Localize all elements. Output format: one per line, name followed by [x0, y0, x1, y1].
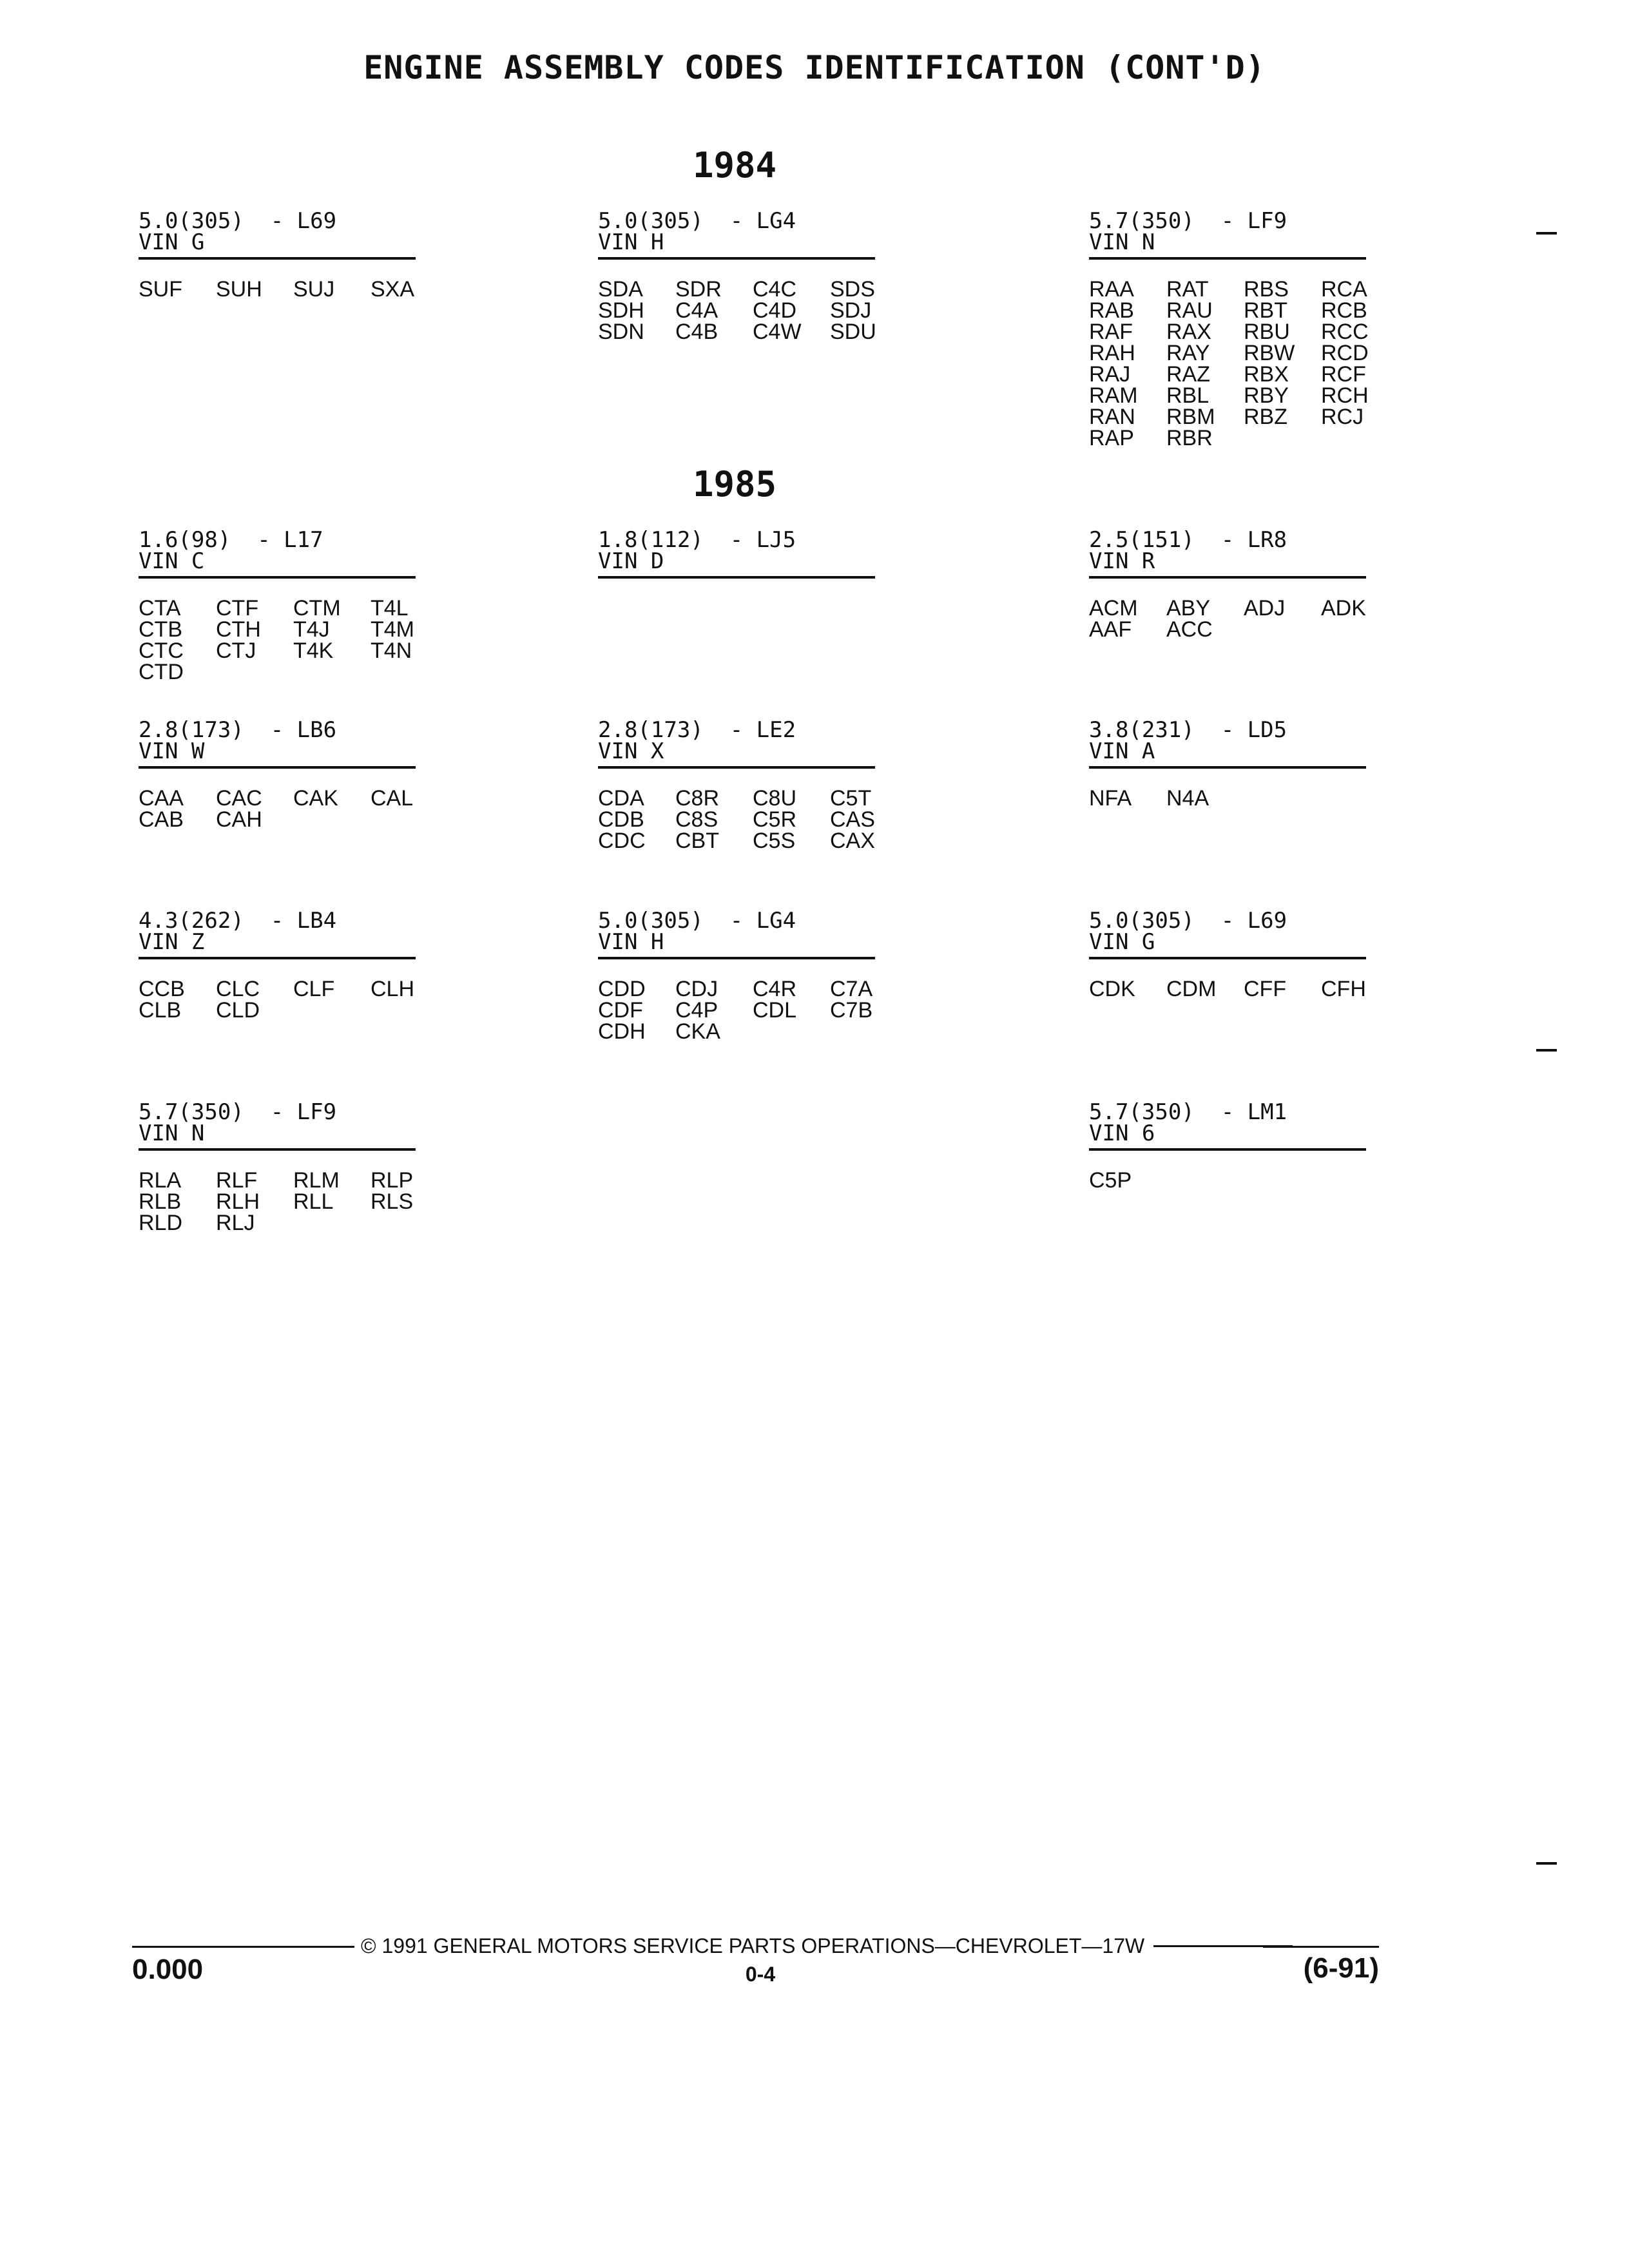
assembly-code: RCC — [1321, 320, 1369, 344]
divider-rule — [139, 576, 416, 579]
assembly-code: RLL — [293, 1189, 334, 1214]
footer-revision-date: (6-91) — [1303, 1952, 1379, 1984]
code-list — [1089, 979, 1366, 1000]
assembly-code: CDL — [753, 998, 797, 1023]
assembly-code: C5T — [830, 786, 872, 811]
assembly-code: CTB — [139, 617, 182, 642]
assembly-code: C4C — [753, 277, 797, 302]
engine-block — [1089, 527, 1366, 642]
divider-rule — [598, 766, 875, 769]
footer-copyright: © 1991 GENERAL MOTORS SERVICE PARTS OPERATIONS—CHEVROLET—17W — [361, 1934, 1145, 1957]
engine-label: 1.8(112) - LJ5 — [598, 527, 796, 553]
assembly-code: C8R — [675, 786, 720, 811]
assembly-code: T4L — [371, 596, 409, 620]
vin-label: VIN D — [598, 548, 664, 574]
assembly-code: C7B — [830, 998, 873, 1023]
code-list — [1089, 1170, 1366, 1191]
engine-block — [598, 910, 875, 1043]
assembly-code: SDU — [830, 320, 876, 344]
engine-label: 5.7(350) - LF9 — [139, 1099, 337, 1125]
assembly-code: CAH — [216, 807, 262, 832]
year-heading-1985: 1985 — [692, 464, 777, 505]
code-list — [139, 1170, 416, 1234]
vin-label: VIN C — [139, 548, 205, 574]
divider-rule — [1089, 766, 1366, 769]
assembly-code: RAT — [1166, 277, 1209, 302]
engine-block — [1089, 1099, 1366, 1193]
assembly-code: C5S — [753, 829, 796, 853]
assembly-code: CTM — [293, 596, 341, 620]
assembly-code: CTJ — [216, 639, 256, 663]
margin-mark — [1536, 1049, 1557, 1052]
assembly-code: SXA — [371, 277, 415, 302]
assembly-code: T4M — [371, 617, 414, 642]
assembly-code: CAB — [139, 807, 184, 832]
assembly-code: CLF — [293, 977, 335, 1001]
vin-label: VIN Z — [139, 929, 205, 955]
assembly-code: C8S — [675, 807, 718, 832]
engine-block — [139, 1099, 416, 1235]
engine-label: 2.5(151) - LR8 — [1089, 527, 1287, 553]
assembly-code: CFF — [1244, 977, 1287, 1001]
assembly-code: SUH — [216, 277, 262, 302]
assembly-code: RCA — [1321, 277, 1367, 302]
assembly-code: CBT — [675, 829, 719, 853]
assembly-code: CDK — [1089, 977, 1135, 1001]
assembly-code: RAJ — [1089, 362, 1131, 387]
assembly-code: RBM — [1166, 405, 1215, 429]
assembly-code: RBS — [1244, 277, 1289, 302]
assembly-code: CLH — [371, 977, 415, 1001]
vin-label: VIN 6 — [1089, 1120, 1155, 1146]
assembly-code: RAN — [1089, 405, 1135, 429]
assembly-code: C8U — [753, 786, 797, 811]
assembly-code: C4W — [753, 320, 802, 344]
assembly-code: CAK — [293, 786, 338, 811]
assembly-code: ACC — [1166, 617, 1213, 642]
engine-label: 4.3(262) - LB4 — [139, 908, 337, 934]
vin-label: VIN R — [1089, 548, 1155, 574]
vin-label: VIN G — [139, 229, 205, 255]
vin-label: VIN W — [139, 738, 205, 764]
assembly-code: SDS — [830, 277, 875, 302]
engine-block — [1089, 208, 1369, 450]
assembly-code: C5R — [753, 807, 797, 832]
assembly-code: RAZ — [1166, 362, 1210, 387]
assembly-code: CLB — [139, 998, 182, 1023]
engine-block — [598, 717, 875, 853]
assembly-code: CDA — [598, 786, 644, 811]
assembly-code: RCJ — [1321, 405, 1364, 429]
engine-block — [1089, 717, 1366, 811]
assembly-code: RAU — [1166, 298, 1213, 323]
assembly-code: SDH — [598, 298, 644, 323]
assembly-code: RLJ — [216, 1211, 255, 1235]
assembly-code: CAS — [830, 807, 875, 832]
assembly-code: SUF — [139, 277, 182, 302]
footer-right-rule — [1263, 1946, 1379, 1948]
assembly-code: SDN — [598, 320, 644, 344]
assembly-code: CAC — [216, 786, 262, 811]
code-list — [1089, 277, 1369, 450]
assembly-code: ADJ — [1244, 596, 1286, 620]
footer-copyright-line — [361, 1933, 1302, 1959]
assembly-code: RAA — [1089, 277, 1134, 302]
assembly-code: RBX — [1244, 362, 1289, 387]
assembly-code: RAY — [1166, 341, 1210, 365]
assembly-code: RBU — [1244, 320, 1290, 344]
assembly-code: C4R — [753, 977, 797, 1001]
assembly-code: CTC — [139, 639, 184, 663]
assembly-code: N4A — [1166, 786, 1210, 811]
assembly-code: RAP — [1089, 426, 1134, 450]
assembly-code: RAF — [1089, 320, 1133, 344]
vin-label: VIN H — [598, 929, 664, 955]
engine-label: 5.0(305) - L69 — [1089, 908, 1287, 934]
assembly-code: C4B — [675, 320, 718, 344]
assembly-code: CDF — [598, 998, 643, 1023]
assembly-code: CAA — [139, 786, 184, 811]
assembly-code: RLM — [293, 1168, 340, 1193]
code-list — [139, 979, 416, 1021]
engine-block — [139, 717, 416, 832]
assembly-code: CDB — [598, 807, 644, 832]
assembly-code: CDH — [598, 1019, 646, 1044]
assembly-code: CAX — [830, 829, 875, 853]
assembly-code: RCF — [1321, 362, 1366, 387]
assembly-code: RCH — [1321, 383, 1369, 408]
assembly-code: RBY — [1244, 383, 1289, 408]
assembly-code: CKA — [675, 1019, 720, 1044]
divider-rule — [139, 1148, 416, 1151]
assembly-code: CTF — [216, 596, 259, 620]
engine-block — [139, 527, 416, 684]
assembly-code: RAB — [1089, 298, 1134, 323]
engine-label: 3.8(231) - LD5 — [1089, 717, 1287, 743]
assembly-code: RCB — [1321, 298, 1367, 323]
assembly-code: CAL — [371, 786, 414, 811]
divider-rule — [139, 766, 416, 769]
assembly-code: RCD — [1321, 341, 1369, 365]
engine-block — [139, 208, 416, 302]
footer-section-code: 0.000 — [132, 1954, 204, 1985]
assembly-code: C4D — [753, 298, 797, 323]
assembly-code: RAM — [1089, 383, 1138, 408]
assembly-code: T4N — [371, 639, 412, 663]
assembly-code: CTH — [216, 617, 261, 642]
assembly-code: RBL — [1166, 383, 1210, 408]
assembly-code: RLH — [216, 1189, 260, 1214]
assembly-code: C4P — [675, 998, 718, 1023]
assembly-code: SDR — [675, 277, 722, 302]
divider-rule — [598, 257, 875, 260]
assembly-code: CLC — [216, 977, 260, 1001]
assembly-code: RLS — [371, 1189, 414, 1214]
assembly-code: CTD — [139, 660, 184, 684]
vin-label: VIN G — [1089, 929, 1155, 955]
assembly-code: SDA — [598, 277, 643, 302]
assembly-code: ADK — [1321, 596, 1366, 620]
engine-label: 2.8(173) - LE2 — [598, 717, 796, 743]
assembly-code: T4K — [293, 639, 334, 663]
assembly-code: RAX — [1166, 320, 1211, 344]
assembly-code: CDM — [1166, 977, 1217, 1001]
assembly-code: SDJ — [830, 298, 872, 323]
vin-label: VIN H — [598, 229, 664, 255]
divider-rule — [139, 957, 416, 959]
vin-label: VIN X — [598, 738, 664, 764]
assembly-code: C4A — [675, 298, 718, 323]
assembly-code: C5P — [1089, 1168, 1132, 1193]
assembly-code: RBW — [1244, 341, 1295, 365]
assembly-code: RLP — [371, 1168, 414, 1193]
vin-label: VIN N — [139, 1120, 205, 1146]
assembly-code: AAF — [1089, 617, 1132, 642]
assembly-code: RLA — [139, 1168, 182, 1193]
footer-left-rule — [132, 1946, 354, 1948]
assembly-code: RLF — [216, 1168, 258, 1193]
assembly-code: RBT — [1244, 298, 1287, 323]
code-list — [598, 979, 875, 1043]
assembly-code: CLD — [216, 998, 260, 1023]
assembly-code: CDC — [598, 829, 646, 853]
code-list — [139, 788, 416, 831]
assembly-code: C7A — [830, 977, 873, 1001]
code-list — [1089, 598, 1366, 640]
assembly-code: CCB — [139, 977, 185, 1001]
assembly-code: ACM — [1089, 596, 1138, 620]
code-list — [139, 598, 416, 683]
assembly-code: RBR — [1166, 426, 1213, 450]
engine-label: 5.0(305) - LG4 — [598, 208, 796, 234]
code-list — [139, 279, 416, 300]
assembly-code: CDJ — [675, 977, 718, 1001]
assembly-code: RBZ — [1244, 405, 1287, 429]
engine-block — [598, 208, 876, 344]
divider-rule — [139, 257, 416, 260]
engine-label: 5.0(305) - L69 — [139, 208, 337, 234]
page-title: ENGINE ASSEMBLY CODES IDENTIFICATION (CONT'D) — [363, 49, 1266, 86]
assembly-code: CDD — [598, 977, 646, 1001]
engine-block — [139, 910, 416, 1021]
divider-rule — [1089, 576, 1366, 579]
divider-rule — [1089, 957, 1366, 959]
assembly-code: RAH — [1089, 341, 1135, 365]
assembly-code: RLD — [139, 1211, 183, 1235]
vin-label: VIN N — [1089, 229, 1155, 255]
assembly-code: SUJ — [293, 277, 335, 302]
code-list — [598, 279, 875, 343]
engine-label: 2.8(173) - LB6 — [139, 717, 337, 743]
footer-page-number: 0-4 — [745, 1963, 776, 1986]
vin-label: VIN A — [1089, 738, 1155, 764]
divider-rule — [1089, 1148, 1366, 1151]
assembly-code: NFA — [1089, 786, 1132, 811]
margin-mark — [1536, 1862, 1557, 1865]
divider-rule — [598, 576, 875, 579]
engine-label: 5.7(350) - LF9 — [1089, 208, 1287, 234]
divider-rule — [1089, 257, 1366, 260]
engine-label: 1.6(98) - L17 — [139, 527, 323, 553]
margin-mark — [1536, 232, 1557, 235]
assembly-code: ABY — [1166, 596, 1211, 620]
engine-label: 5.7(350) - LM1 — [1089, 1099, 1287, 1125]
engine-label: 5.0(305) - LG4 — [598, 908, 796, 934]
assembly-code: T4J — [293, 617, 330, 642]
code-list — [1089, 788, 1366, 809]
year-heading-1984: 1984 — [692, 145, 777, 186]
divider-rule — [598, 957, 875, 959]
engine-block — [598, 527, 875, 598]
assembly-code: RLB — [139, 1189, 182, 1214]
assembly-code: CFH — [1321, 977, 1366, 1001]
engine-block — [1089, 910, 1366, 1000]
assembly-code: CTA — [139, 596, 181, 620]
code-list — [598, 788, 875, 852]
